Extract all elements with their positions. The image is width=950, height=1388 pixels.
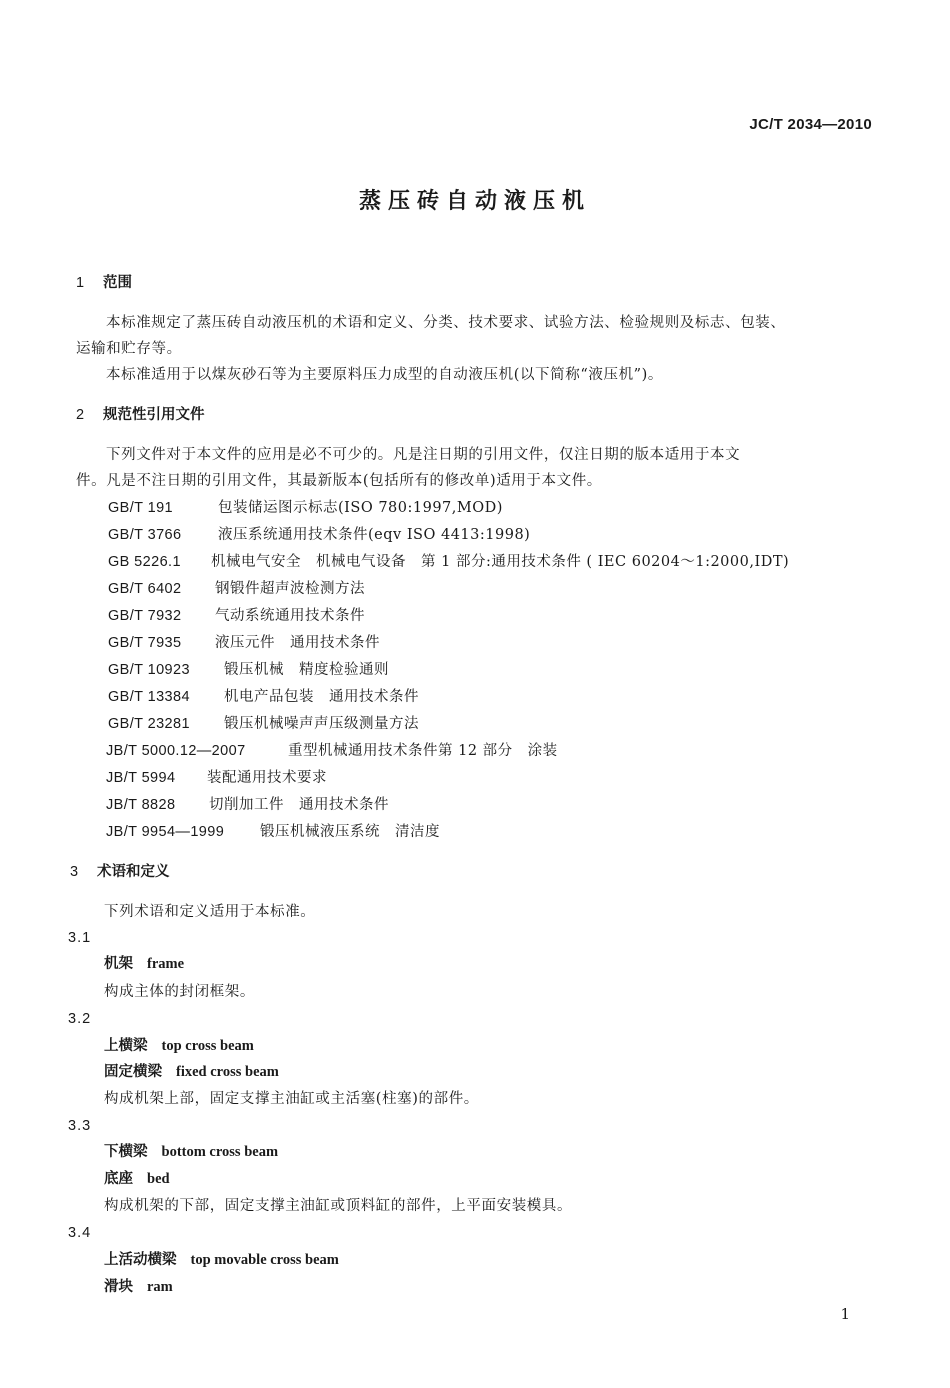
term-chinese: 下横梁 [104, 1144, 148, 1160]
section-1-heading [76, 273, 132, 293]
section-title: 术语和定义 [97, 864, 170, 880]
reference-item [108, 687, 419, 707]
term-synonym [104, 1169, 170, 1189]
term-definition: 构成机架的下部，固定支撑主油缸或顶料缸的部件，上平面安装模具。 [104, 1198, 573, 1214]
term-chinese: 滑块 [104, 1279, 133, 1295]
reference-item [108, 552, 789, 572]
reference-code: JB/T 5994 [106, 770, 176, 786]
reference-code: JB/T 8828 [106, 797, 176, 813]
term-entry [104, 1250, 339, 1270]
reference-code: GB 5226.1 [108, 554, 181, 570]
reference-item [108, 633, 380, 653]
reference-item [106, 822, 440, 842]
reference-item [108, 579, 365, 599]
terms-intro: 下列术语和定义适用于本标准。 [104, 904, 316, 920]
scope-paragraph-2: 本标准适用于以煤灰砂石等为主要原料压力成型的自动液压机(以下简称“液压机”)。 [106, 367, 664, 383]
term-english: frame [147, 956, 185, 972]
reference-title: 机械电气安全 机械电气设备 第 1 部分:通用技术条件 ( IEC 60204～1:2000,IDT) [211, 554, 790, 570]
reference-code: GB/T 10923 [108, 662, 190, 678]
scope-paragraph-1-line-2: 运输和贮存等。 [76, 341, 182, 357]
term-entry [104, 1036, 254, 1056]
term-english: top movable cross beam [190, 1252, 339, 1268]
term-english: top cross beam [161, 1038, 254, 1054]
term-chinese: 上横梁 [104, 1038, 148, 1054]
section-title: 范围 [103, 275, 132, 291]
standard-number: JC/T 2034—2010 [749, 116, 872, 133]
reference-title: 机电产品包装 通用技术条件 [224, 689, 419, 705]
document-title: 蒸压砖自动液压机 [358, 189, 591, 214]
section-2-heading [76, 405, 205, 425]
reference-title: 包装储运图示标志(ISO 780:1997,MOD) [218, 500, 503, 516]
reference-title: 液压系统通用技术条件(eqv ISO 4413:1998) [218, 527, 531, 543]
term-chinese: 机架 [104, 956, 133, 972]
term-chinese: 上活动横梁 [104, 1252, 177, 1268]
term-number: 3.4 [68, 1225, 92, 1241]
reference-item [108, 714, 419, 734]
reference-title: 液压元件 通用技术条件 [215, 635, 380, 651]
reference-title: 重型机械通用技术条件第 12 部分 涂装 [288, 743, 558, 759]
refs-intro-line-2: 件。凡是不注日期的引用文件，其最新版本(包括所有的修改单)适用于本文件。 [76, 473, 602, 489]
term-chinese: 固定横梁 [104, 1064, 162, 1080]
reference-code: JB/T 5000.12—2007 [106, 743, 246, 759]
section-number: 3 [70, 864, 79, 880]
reference-title: 钢锻件超声波检测方法 [215, 581, 365, 597]
reference-code: GB/T 23281 [108, 716, 190, 732]
term-entry [104, 954, 184, 974]
section-number: 2 [76, 407, 85, 423]
term-english: bottom cross beam [161, 1144, 279, 1160]
reference-code: GB/T 6402 [108, 581, 182, 597]
term-entry [104, 1142, 278, 1162]
section-number: 1 [76, 275, 85, 291]
section-3-heading [70, 862, 170, 882]
term-number: 3.3 [68, 1118, 92, 1134]
reference-title: 锻压机械液压系统 清洁度 [260, 824, 440, 840]
reference-title: 装配通用技术要求 [207, 770, 327, 786]
term-english: bed [147, 1171, 170, 1187]
reference-code: JB/T 9954—1999 [106, 824, 225, 840]
term-english: ram [147, 1279, 173, 1295]
term-number: 3.2 [68, 1011, 92, 1027]
reference-item [106, 741, 558, 761]
reference-title: 锻压机械 精度检验通则 [224, 662, 389, 678]
term-number: 3.1 [68, 930, 92, 946]
reference-item [108, 660, 389, 680]
reference-code: GB/T 3766 [108, 527, 182, 543]
term-english: fixed cross beam [176, 1064, 279, 1080]
reference-item [108, 606, 365, 626]
term-synonym [104, 1277, 173, 1297]
page-number: 1 [840, 1305, 850, 1323]
reference-title: 切削加工件 通用技术条件 [209, 797, 389, 813]
reference-code: GB/T 13384 [108, 689, 190, 705]
reference-code: GB/T 7932 [108, 608, 182, 624]
term-chinese: 底座 [104, 1171, 133, 1187]
reference-code: GB/T 191 [108, 500, 173, 516]
term-definition: 构成机架上部，固定支撑主油缸或主活塞(柱塞)的部件。 [104, 1091, 479, 1107]
refs-intro-line-1: 下列文件对于本文件的应用是必不可少的。凡是注日期的引用文件，仅注日期的版本适用于本文 [106, 447, 741, 463]
scope-paragraph-1-line-1: 本标准规定了蒸压砖自动液压机的术语和定义、分类、技术要求、试验方法、检验规则及标志、包装、 [106, 315, 786, 331]
reference-title: 气动系统通用技术条件 [215, 608, 365, 624]
reference-title: 锻压机械噪声声压级测量方法 [224, 716, 419, 732]
reference-item [108, 525, 530, 545]
term-synonym [104, 1062, 279, 1082]
term-definition: 构成主体的封闭框架。 [104, 984, 255, 1000]
reference-code: GB/T 7935 [108, 635, 182, 651]
reference-item [106, 795, 389, 815]
section-title: 规范性引用文件 [103, 407, 205, 423]
reference-item [106, 768, 327, 788]
reference-item [108, 498, 503, 518]
